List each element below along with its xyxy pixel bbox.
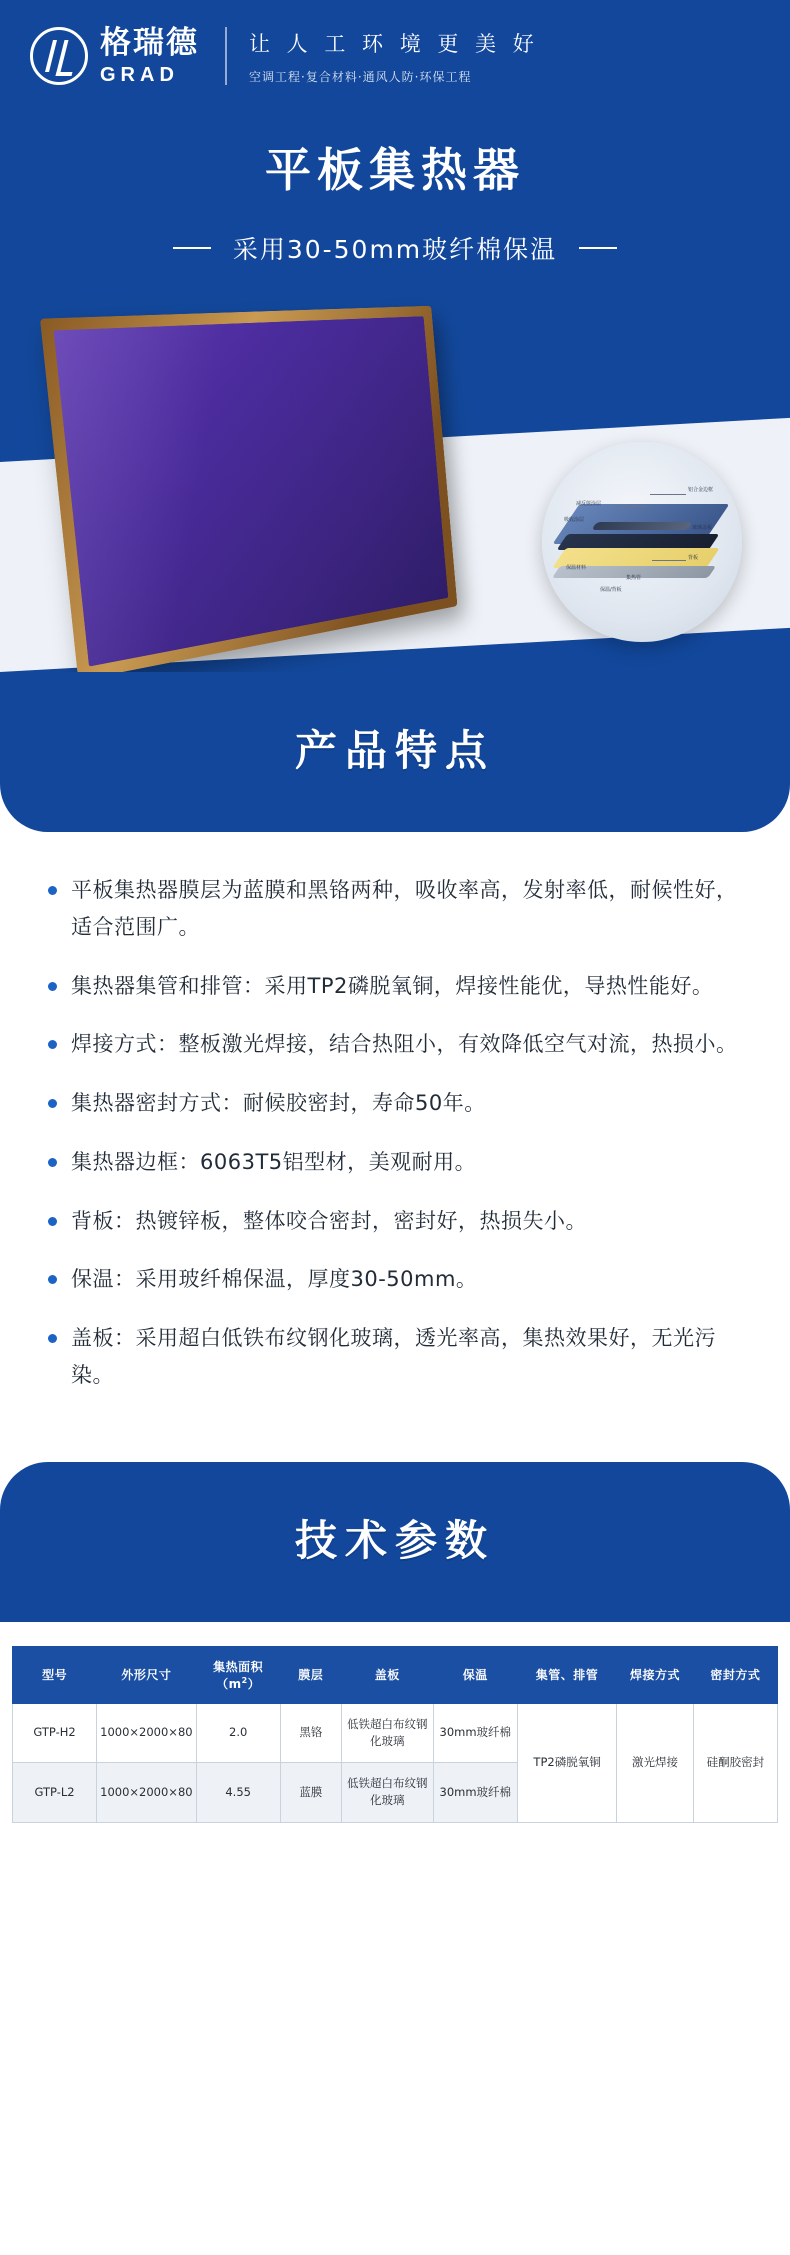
list-item bbox=[44, 1203, 746, 1240]
cell-pipes: TP2磷脱氧铜 bbox=[517, 1703, 616, 1822]
col-sealing: 密封方式 bbox=[693, 1646, 777, 1703]
feature-text: 集热器密封方式：耐候胶密封，寿命50年。 bbox=[71, 1091, 486, 1115]
cell-model: GTP-H2 bbox=[13, 1703, 97, 1763]
layer-collector-pipe bbox=[591, 522, 692, 530]
cell-area: 2.0 bbox=[196, 1703, 280, 1763]
table-header-row bbox=[13, 1646, 778, 1703]
slogan-sub: 空调工程·复合材料·通风人防·环保工程 bbox=[249, 69, 472, 84]
dash-left-icon bbox=[173, 247, 211, 249]
specs-table bbox=[12, 1646, 778, 1823]
col-area-sup: 2 bbox=[241, 1675, 248, 1685]
bullet-icon bbox=[48, 982, 57, 991]
feature-text: 保温：采用玻纤棉保温，厚度30-50mm。 bbox=[71, 1267, 478, 1292]
specs-banner bbox=[0, 1462, 790, 1622]
list-item bbox=[44, 968, 746, 1005]
cell-model: GTP-L2 bbox=[13, 1763, 97, 1823]
col-area bbox=[196, 1646, 280, 1703]
cutaway-label-7: 集热管 bbox=[626, 575, 642, 581]
cutaway-label-2: 吸收涂层 bbox=[564, 517, 585, 523]
cutaway-label-3: 结合处焊缝 bbox=[572, 535, 598, 541]
bullet-icon bbox=[48, 1099, 57, 1108]
col-film: 膜层 bbox=[280, 1646, 341, 1703]
cell-insulation: 30mm玻纤棉 bbox=[433, 1703, 517, 1763]
cutaway-label-6: 玻璃盖板 bbox=[692, 525, 713, 531]
cell-welding: 激光焊接 bbox=[617, 1703, 694, 1822]
features-banner bbox=[0, 672, 790, 832]
table-row bbox=[13, 1703, 778, 1763]
list-item bbox=[44, 1026, 746, 1063]
bullet-icon bbox=[48, 1334, 57, 1343]
specs-title: 技术参数 bbox=[294, 1515, 495, 1565]
grad-logo-icon bbox=[30, 27, 88, 85]
feature-text: 背板：热镀锌板，整体咬合密封，密封好，热损失小。 bbox=[71, 1208, 587, 1233]
bullet-icon bbox=[48, 886, 57, 895]
cutaway-label-4: 保温材料 bbox=[566, 565, 587, 571]
hero-subtitle: 采用30-50mm玻纤棉保温 bbox=[232, 235, 558, 264]
feature-text: 盖板：采用超白低铁布纹钢化玻璃，透光率高，集热效果好，无光污染。 bbox=[71, 1326, 716, 1387]
header-divider bbox=[225, 27, 227, 85]
list-item bbox=[44, 872, 746, 946]
slogan-main: 让 人 工 环 境 更 美 好 bbox=[249, 31, 539, 56]
list-item bbox=[44, 1144, 746, 1181]
product-image-collector-panel bbox=[40, 306, 457, 672]
site-header bbox=[0, 0, 790, 112]
cell-cover: 低铁超白布纹钢化玻璃 bbox=[341, 1763, 433, 1823]
cell-size: 1000×2000×80 bbox=[97, 1703, 196, 1763]
col-area-unit: （m bbox=[216, 1676, 242, 1691]
features-title: 产品特点 bbox=[294, 726, 495, 775]
cutaway-label-1: 减反射涂层 bbox=[576, 501, 602, 507]
col-pipes: 集管、排管 bbox=[517, 1646, 616, 1703]
hero-subtitle-row bbox=[0, 230, 790, 266]
cell-insulation: 30mm玻纤棉 bbox=[433, 1763, 517, 1823]
cutaway-label-5: 背板 bbox=[688, 555, 699, 561]
cell-size: 1000×2000×80 bbox=[97, 1763, 196, 1823]
cutaway-label-8: 保温/背板 bbox=[600, 587, 622, 593]
bullet-icon bbox=[48, 1040, 57, 1049]
page-title: 平板集热器 bbox=[265, 143, 525, 197]
cell-sealing: 硅酮胶密封 bbox=[693, 1703, 777, 1822]
bullet-icon bbox=[48, 1275, 57, 1284]
col-area-unit-end: ） bbox=[247, 1676, 261, 1691]
col-size: 外形尺寸 bbox=[97, 1646, 196, 1703]
col-welding: 焊接方式 bbox=[617, 1646, 694, 1703]
col-area-main: 集热面积 bbox=[213, 1659, 264, 1674]
col-insulation: 保温 bbox=[433, 1646, 517, 1703]
cutaway-label-0: 铝合金边框 bbox=[688, 487, 714, 493]
bullet-icon bbox=[48, 1158, 57, 1167]
cell-film: 黑铬 bbox=[280, 1703, 341, 1763]
cutaway-leader-line bbox=[616, 506, 646, 507]
col-cover: 盖板 bbox=[341, 1646, 433, 1703]
panel-glass-surface bbox=[54, 316, 449, 666]
list-item bbox=[44, 1261, 746, 1298]
cutaway-detail-image bbox=[542, 442, 742, 642]
cutaway-leader-line bbox=[650, 494, 686, 495]
logo-text bbox=[100, 24, 199, 86]
brand-logo bbox=[30, 24, 199, 86]
list-item bbox=[44, 1320, 746, 1394]
cutaway-leader-line bbox=[652, 560, 686, 561]
specs-table-wrapper bbox=[0, 1622, 790, 1863]
feature-text: 集热器边框：6063T5铝型材，美观耐用。 bbox=[71, 1149, 477, 1174]
dash-right-icon bbox=[579, 247, 617, 249]
header-slogan bbox=[249, 28, 539, 85]
feature-text: 集热器集管和排管：采用TP2磷脱氧铜，焊接性能优，导热性能好。 bbox=[71, 973, 714, 998]
cell-area: 4.55 bbox=[196, 1763, 280, 1823]
hero-section bbox=[0, 112, 790, 672]
list-item bbox=[44, 1085, 746, 1122]
feature-text: 平板集热器膜层为蓝膜和黑铬两种，吸收率高，发射率低，耐候性好，适合范围广。 bbox=[71, 878, 738, 939]
cell-cover: 低铁超白布纹钢化玻璃 bbox=[341, 1703, 433, 1763]
bullet-icon bbox=[48, 1217, 57, 1226]
logo-name-en: GRAD bbox=[100, 63, 179, 86]
col-model: 型号 bbox=[13, 1646, 97, 1703]
feature-text: 焊接方式：整板激光焊接，结合热阻小，有效降低空气对流，热损小。 bbox=[71, 1032, 738, 1057]
features-list bbox=[0, 832, 790, 1462]
cell-film: 蓝膜 bbox=[280, 1763, 341, 1823]
logo-name-cn: 格瑞德 bbox=[100, 24, 199, 61]
panel-frame bbox=[40, 306, 457, 672]
